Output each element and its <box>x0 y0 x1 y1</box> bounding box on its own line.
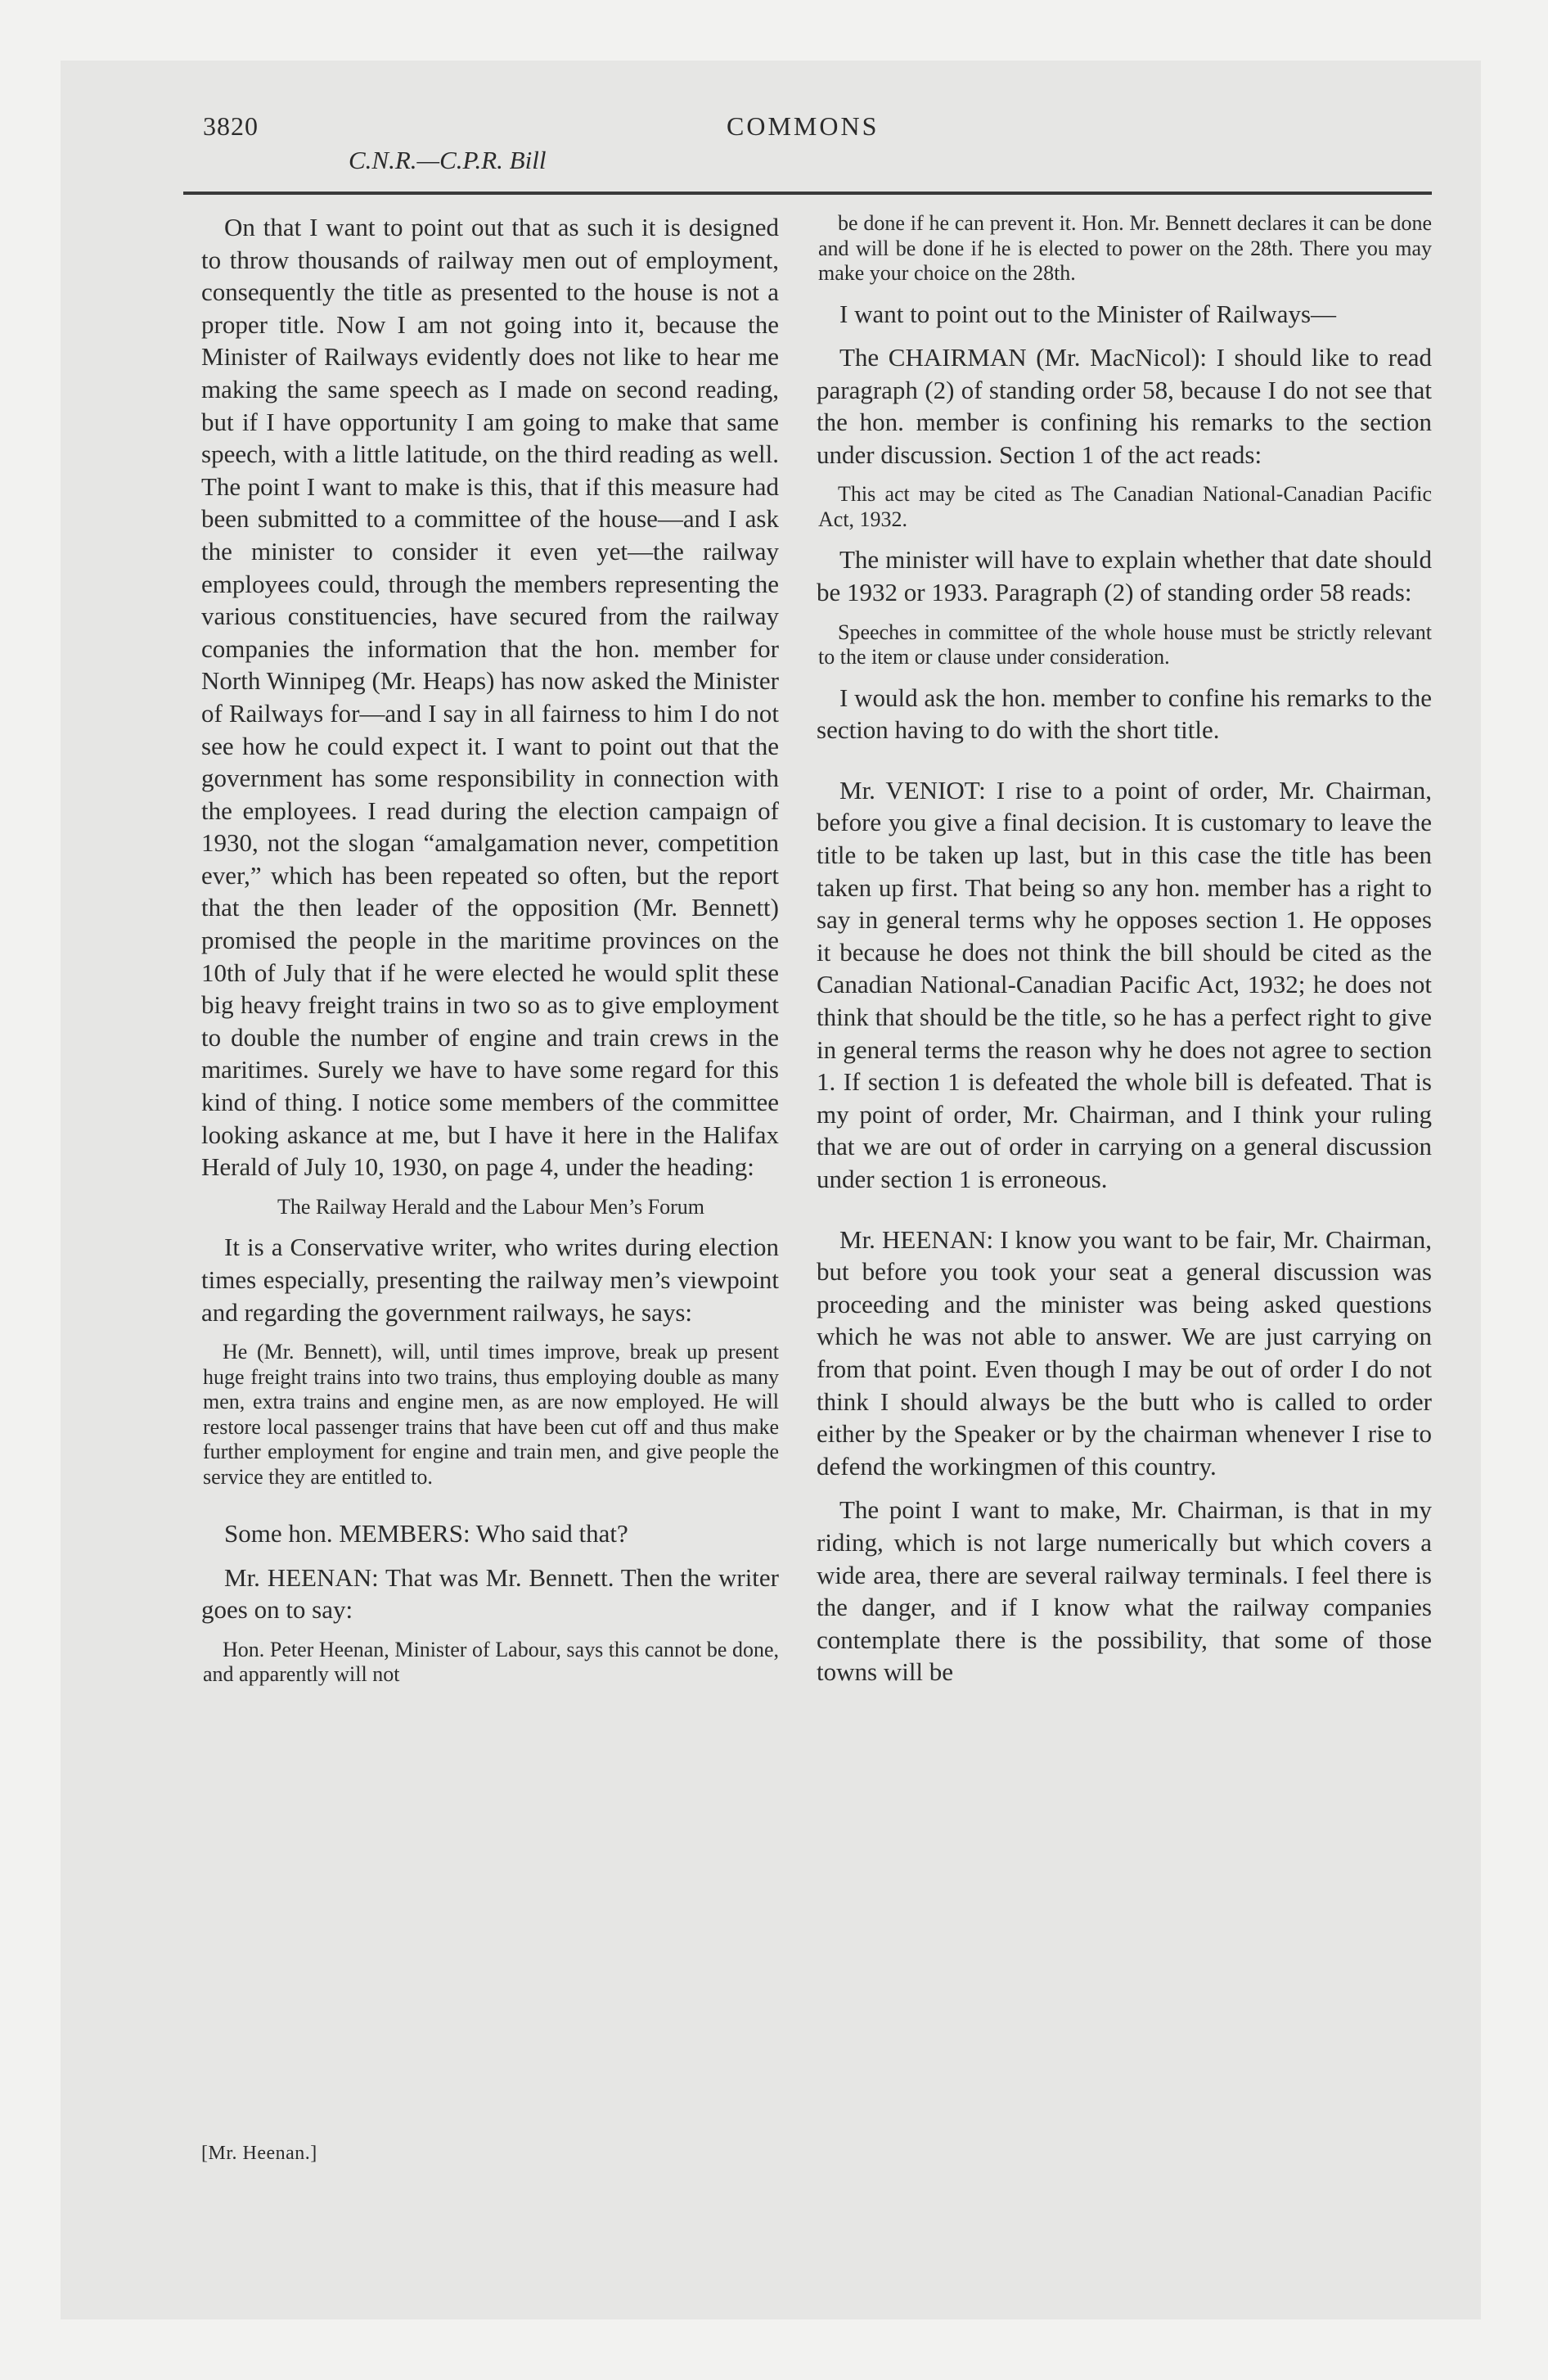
running-header-subject: C.N.R.—C.P.R. Bill <box>349 146 547 174</box>
block-quote: He (Mr. Bennett), will, until times improve, break up present huge freight trains into two trains, thus employing double as many men, extra trains and engine men, as are now employed. He will restore local passenger trains that have been cut off and thus make further employment for engine and train men, and give people the service they are entitled to. <box>203 1340 779 1489</box>
block-quote: Speeches in committee of the whole house must be strictly relevant to the item or clause under consideration. <box>818 620 1432 669</box>
left-column <box>201 211 779 1699</box>
speech-paragraph: Mr. HEENAN: That was Mr. Bennett. Then the writer goes on to say: <box>201 1562 779 1625</box>
block-quote: be done if he can prevent it. Hon. Mr. Bennett declares it can be done and will be done if he is elected to power on the 28th. There you may make your choice on the 28th. <box>818 211 1432 285</box>
speech-paragraph: I would ask the hon. member to confine his remarks to the section having to do with the short title. <box>817 683 1432 745</box>
speech-paragraph: The point I want to make, Mr. Chairman, is that in my riding, which is not large numerically but which covers a wide area, there are several railway terminals. I feel there is the danger, and if I know what the railway companies contemplate there is the possibility, that some of those towns will be <box>817 1495 1432 1687</box>
speech-paragraph: On that I want to point out that as such it is designed to throw thousands of railway men out of employment, consequently the title as presented to the house is not a proper title. Now I am not going into it, because the Minister of Railways evidently does not like to hear me making the same speech as I made on second reading, but if I have opportunity I am going to make that same speech, with a little latitude, on the third reading as well. The point I want to make is this, that if this measure had been submitted to a committee of the house—and I ask the minister to consider it even yet—the railway employees could, through the members representing the various constituencies, have secured from the railway companies the information that the hon. member for North Winnipeg (Mr. Heaps) has now asked the Minister of Railways for—and I say in all fairness to him I do not see how he could expect it. I want to point out that the government has some responsibility in connection with the employees. I read during the election campaign of 1930, not the slogan “amalgamation never, competition ever,” which has been repeated so often, but the report that the then leader of the opposition (Mr. Bennett) promised the people in the maritime provinces on the 10th of July that if he were elected he would split these big heavy freight trains in two so as to give employment to double the number of engine and train crews in the maritimes. Surely we have to have some regard for this kind of thing. I notice some members of the committee looking askance at me, but I have it here in the Halifax Herald of July 10, 1930, on page 4, under the heading: <box>201 213 779 1182</box>
spacer <box>817 1207 1432 1224</box>
running-header-title: COMMONS <box>727 111 880 141</box>
right-column <box>817 211 1432 1700</box>
speaker-attribution: [Mr. Heenan.] <box>201 2143 317 2164</box>
quoted-heading: The Railway Herald and the Labour Men’s Forum <box>277 1194 705 1219</box>
speech-paragraph: The CHAIRMAN (Mr. MacNicol): I should like to read paragraph (2) of standing order 58, because I do not see that the hon. member is confining his remarks to the section under discussion. Section 1 of the act reads: <box>817 343 1432 469</box>
speech-paragraph: It is a Conservative writer, who writes during election times especially, presenting the railway men’s viewpoint and regarding the government railways, he says: <box>201 1233 779 1327</box>
spacer <box>201 1501 779 1517</box>
speech-paragraph: I want to point out to the Minister of Railways— <box>839 299 1337 328</box>
speech-paragraph: Some hon. MEMBERS: Who said that? <box>224 1519 628 1548</box>
page-number: 3820 <box>203 111 259 141</box>
block-quote: This act may be cited as The Canadian National-Canadian Pacific Act, 1932. <box>818 482 1432 531</box>
header-rule <box>183 192 1432 195</box>
speech-paragraph: Mr. HEENAN: I know you want to be fair, Mr. Chairman, but before you took your seat a general discussion was proceeding and the minister was being asked questions which he was not able to answer. We are just carrying on from that point. Even though I may be out of order I do not think I should always be the butt who is called to order either by the Speaker or by the chairman whenever I rise to defend the workingmen of this country. <box>817 1224 1432 1481</box>
speech-paragraph: Mr. VENIOT: I rise to a point of order, Mr. Chairman, before you give a final decision. It is customary to leave the title to be taken up last, but in this case the title has been taken up first. That being so any hon. member has a right to say in general terms why he opposes section 1. He opposes it because he does not think the bill should be cited as the Canadian National-Canadian Pacific Act, 1932; he does not think that should be the title, so he has a perfect right to give in general terms the reason why he does not agree to section 1. If section 1 is defeated the whole bill is defeated. That is my point of order, Mr. Chairman, and I think your ruling that we are out of order in carrying on a general discussion under section 1 is erroneous. <box>817 775 1432 1193</box>
block-quote: Hon. Peter Heenan, Minister of Labour, says this cannot be done, and apparently will not <box>203 1637 779 1687</box>
spacer <box>817 758 1432 774</box>
speech-paragraph: The minister will have to explain whether that date should be 1932 or 1933. Paragraph (2) of standing order 58 reads: <box>817 545 1432 607</box>
